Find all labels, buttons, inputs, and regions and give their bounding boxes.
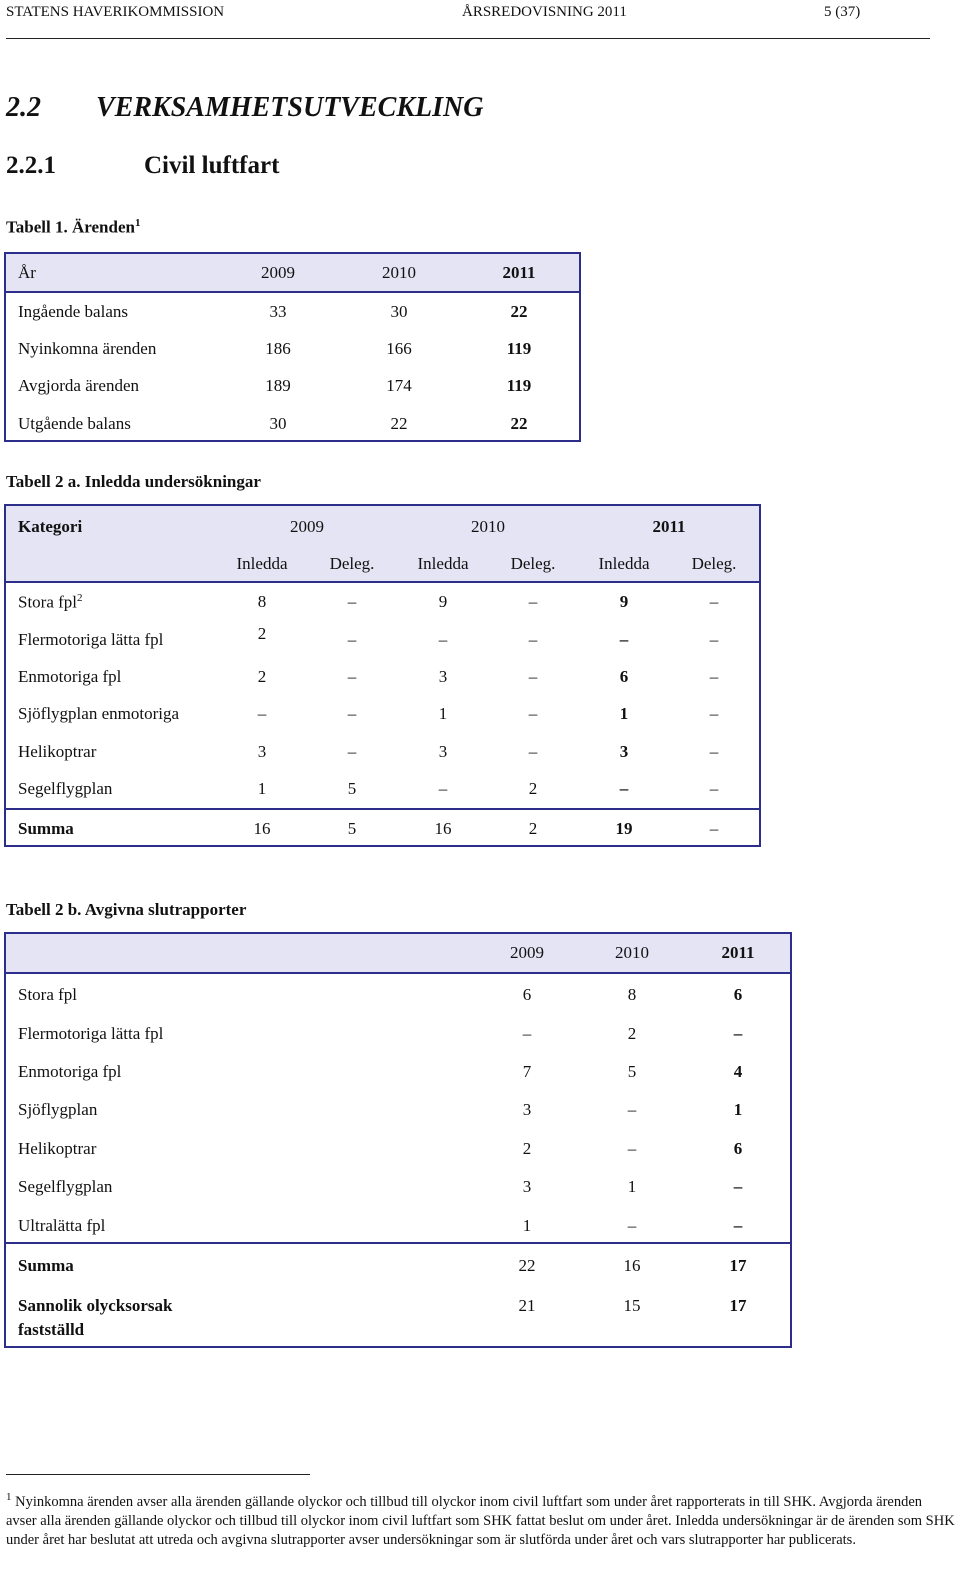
table2b-cause-label: Sannolik olycksorsak (18, 1296, 173, 1315)
table2b-value: – (733, 1024, 743, 1043)
table2b-row-label: Flermotoriga lätta fpl (18, 1024, 164, 1043)
table2b-header-rule (6, 972, 790, 974)
table2b-value: – (733, 1177, 743, 1196)
table1-caption-footnote-marker: 1 (134, 217, 141, 229)
table1-row-label: Ingående balans (18, 302, 128, 321)
table2a-value: 3 (438, 667, 448, 686)
table1-value: 119 (506, 339, 532, 358)
table2a-value: – (528, 742, 538, 761)
table2b-value: 7 (522, 1062, 532, 1081)
table1-value: 30 (390, 302, 408, 321)
table2b-value: – (627, 1216, 637, 1235)
table2a-value: 1 (438, 704, 448, 723)
table1-year-header: 2009 (261, 263, 295, 282)
report-title: ÅRSREDOVISNING 2011 (462, 4, 627, 20)
table2b-cause-value: 17 (729, 1296, 747, 1315)
section-number: 2.2 (6, 92, 41, 123)
organization-name: STATENS HAVERIKOMMISSION (6, 4, 225, 20)
table2a-subheader: Deleg. (510, 554, 556, 573)
table2a-total-value: 19 (615, 819, 633, 838)
table2a-value: 3 (438, 742, 448, 761)
table2a-subheader: Inledda (417, 554, 469, 573)
table2b-row-label: Enmotoriga fpl (18, 1062, 122, 1081)
table2a-year-header: 2010 (471, 517, 505, 536)
table2a-total-value: 16 (434, 819, 452, 838)
table2a-value: – (438, 779, 448, 798)
table2a-row-label: Enmotoriga fpl (18, 667, 122, 686)
table2b-total-value: 17 (729, 1256, 747, 1275)
table1-header-rule (6, 291, 579, 293)
table2b-row-label: Helikoptrar (18, 1139, 97, 1158)
table1-row-label: Avgjorda ärenden (18, 376, 139, 395)
table2b-row-label: Segelflygplan (18, 1177, 113, 1196)
table2b-row-label: Ultralätta fpl (18, 1216, 106, 1235)
table2a-value: – (528, 630, 538, 649)
table2a-value: – (347, 704, 357, 723)
table2a-value: – (709, 630, 719, 649)
table-arenden (4, 252, 581, 442)
table2b-value: 3 (522, 1100, 532, 1119)
table2b-cause-value: 21 (518, 1296, 536, 1315)
table2a-value: – (709, 779, 719, 798)
table2a-value: 9 (619, 592, 629, 611)
table2b-value: 1 (522, 1216, 532, 1235)
table2b-value: 1 (627, 1177, 637, 1196)
table2a-value: – (347, 630, 357, 649)
table2b-value: 3 (522, 1177, 532, 1196)
table2a-row-label: Segelflygplan (18, 779, 113, 798)
table2b-cause-label: fastställd (18, 1320, 85, 1339)
table2a-value: – (619, 779, 629, 798)
footnote-marker: 2 (77, 592, 83, 604)
table2b-value: 1 (733, 1100, 743, 1119)
table1-caption-text: Tabell 1. Ärenden (6, 217, 135, 237)
table2b-value: 5 (627, 1062, 637, 1081)
table2b-row-label: Stora fpl (18, 985, 78, 1004)
page-number: 5 (37) (824, 4, 861, 20)
table2b-value: 2 (627, 1024, 637, 1043)
table2a-total-value: – (709, 819, 719, 838)
table2a-category-header: Kategori (18, 517, 83, 536)
table2a-value: – (257, 704, 267, 723)
table2b-total-value: 22 (518, 1256, 536, 1275)
table2b-year-header: 2010 (615, 943, 649, 962)
table2a-total-label: Summa (18, 819, 74, 838)
table2a-value: – (528, 667, 538, 686)
table2a-total-rule (6, 808, 759, 810)
table2a-subheader: Deleg. (691, 554, 737, 573)
table2a-value: – (709, 704, 719, 723)
subsection-number: 2.2.1 (6, 152, 56, 179)
table2a-year-header: 2011 (652, 517, 686, 536)
table2a-value: 2 (257, 667, 267, 686)
footnote (6, 1488, 956, 1550)
table2a-value: – (347, 667, 357, 686)
table2a-value: – (709, 742, 719, 761)
table2b-year-header: 2009 (510, 943, 544, 962)
table2a-header-rule (6, 581, 759, 583)
table2a-value: 1 (619, 704, 629, 723)
table1-year-header: 2010 (382, 263, 416, 282)
table1-caption (6, 217, 140, 238)
table2b-row-label: Sjöflygplan (18, 1100, 98, 1119)
table2a-total-value: 5 (347, 819, 357, 838)
table2a-value: 9 (438, 592, 448, 611)
table2a-value: 1 (257, 779, 267, 798)
table2b-total-label: Summa (18, 1256, 74, 1275)
section-title: VERKSAMHETSUTVECKLING (96, 92, 484, 123)
table1-row-label: Utgående balans (18, 414, 131, 433)
table1-value: 30 (269, 414, 287, 433)
table1-year-header: 2011 (502, 263, 536, 282)
table2b-value: – (627, 1139, 637, 1158)
table2a-value: 2 (528, 779, 538, 798)
table2a-value: – (528, 704, 538, 723)
table2b-total-value: 16 (623, 1256, 641, 1275)
table1-value: 22 (510, 302, 528, 321)
table2a-value: – (709, 667, 719, 686)
table-avgivna-slutrapporter (4, 932, 792, 1348)
table2b-value: 2 (522, 1139, 532, 1158)
table2a-value: – (438, 630, 448, 649)
table1-row-label: Nyinkomna ärenden (18, 339, 157, 358)
table2b-value: 4 (733, 1062, 743, 1081)
table2a-row-label: Sjöflygplan enmotoriga (18, 704, 180, 723)
table2b-value: – (627, 1100, 637, 1119)
table1-value: 174 (386, 376, 412, 395)
table2a-value: 6 (619, 667, 629, 686)
table2a-value: – (619, 630, 629, 649)
table2b-year-header: 2011 (721, 943, 755, 962)
table1-header-label: År (18, 263, 36, 282)
table2a-value: 2 (257, 624, 267, 643)
table2a-value: 5 (347, 779, 357, 798)
table2b-total-rule (6, 1242, 790, 1244)
table2a-value: – (347, 742, 357, 761)
table1-value: 33 (269, 302, 287, 321)
table1-value: 166 (386, 339, 412, 358)
table2a-value: – (709, 592, 719, 611)
table2b-value: 8 (627, 985, 637, 1004)
table2b-value: – (733, 1216, 743, 1235)
table2b-header-row (6, 934, 790, 973)
table2a-subheader: Deleg. (329, 554, 375, 573)
table1-value: 186 (265, 339, 291, 358)
table1-value: 22 (390, 414, 408, 433)
table1-value: 119 (506, 376, 532, 395)
table2a-value: 3 (619, 742, 629, 761)
table1-value: 189 (265, 376, 291, 395)
table-inledda-undersokningar (4, 504, 761, 847)
table2a-row-label: Flermotoriga lätta fpl (18, 630, 164, 649)
table2b-value: 6 (522, 985, 532, 1004)
table2a-caption: Tabell 2 a. Inledda undersökningar (6, 472, 261, 491)
table2a-year-header: 2009 (290, 517, 324, 536)
table2a-row-label: Helikoptrar (18, 742, 97, 761)
footnote-separator (6, 1474, 310, 1475)
table2a-total-value: 16 (253, 819, 271, 838)
footnote-text: Nyinkomna ärenden avser alla ärenden gällande olyckor och tillbud till olyckor inom civil luftfart som under året rapporterats in till SHK. Avgjorda ärenden avser alla ärenden gällande olyckor och tillbud till olyckor inom civil luftfart som SHK fattat beslut om under året. Inledda undersökningar är de ärenden som SHK under året har beslutat att utreda och avgivna slutrapporter avser undersökningar som är slutförda under året och vars slutrapporter har publicerats. (6, 1493, 955, 1548)
table2b-value: – (522, 1024, 532, 1043)
subsection-title: Civil luftfart (144, 152, 280, 179)
table2a-value: – (347, 592, 357, 611)
table2a-total-value: 2 (528, 819, 538, 838)
footnote-marker: 1 (6, 1491, 12, 1503)
table2b-cause-value: 15 (623, 1296, 641, 1315)
table2a-subheader: Inledda (598, 554, 650, 573)
page-header (6, 0, 930, 39)
table2a-value: 3 (257, 742, 267, 761)
table2a-value: 8 (257, 592, 267, 611)
table2b-value: 6 (733, 985, 743, 1004)
table2b-value: 6 (733, 1139, 743, 1158)
table2a-subheader: Inledda (236, 554, 288, 573)
table2b-caption: Tabell 2 b. Avgivna slutrapporter (6, 900, 247, 919)
table2a-value: – (528, 592, 538, 611)
table2a-row-label: Stora fpl$^2$ (18, 592, 83, 612)
table1-value: 22 (510, 414, 528, 433)
